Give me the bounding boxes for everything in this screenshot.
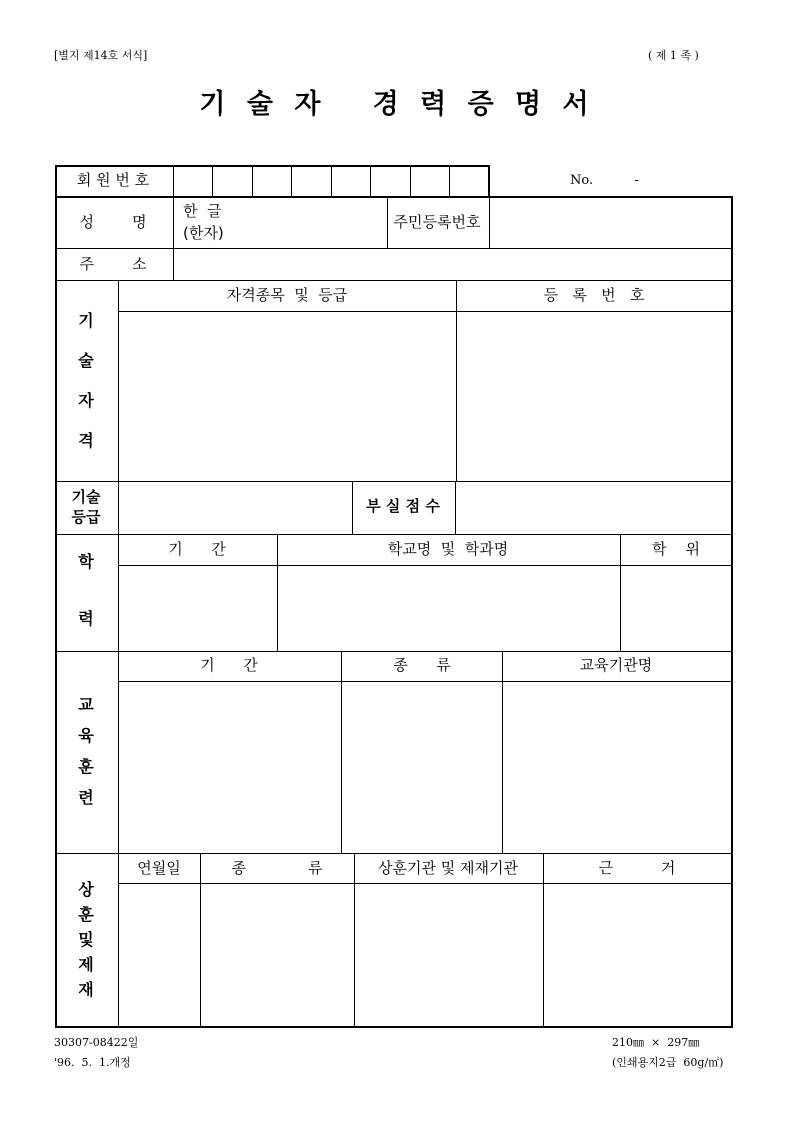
tech-grade-label-1: 기술 (71, 488, 101, 506)
hanja-label: (한자) (183, 224, 224, 242)
member-number-label: 회 원 번 호 (76, 171, 150, 189)
degree-header: 학 위 (651, 540, 701, 558)
name-label: 성 명 (79, 213, 147, 231)
award-type-header: 종 류 (231, 859, 323, 877)
hangul-label: 한 글 (183, 202, 222, 220)
document-title: 기 술 자 경 력 증 명 서 (199, 89, 595, 120)
paper-size: 210㎜ × 297㎜ (612, 1036, 700, 1049)
training-type-header: 종 류 (393, 656, 451, 674)
award-date-header: 연월일 (137, 859, 181, 877)
award-institution-header: 상훈기관 및 제재기관 (378, 859, 518, 877)
form-code: 30307-08422일 (54, 1036, 139, 1049)
training-institution-header: 교육기관명 (579, 656, 653, 674)
address-label: 주 소 (79, 255, 147, 273)
serial-no-label: No. - (570, 173, 639, 188)
award-basis-header: 근 거 (598, 859, 676, 877)
registration-number-header: 등 록 번 호 (543, 286, 645, 304)
form-number: [별지 제14호 서식] (54, 49, 148, 62)
education-period-header: 기 간 (168, 540, 226, 558)
training-period-header: 기 간 (200, 656, 258, 674)
tech-grade-label-2: 등급 (71, 508, 101, 526)
qualification-type-header: 자격종목 및 등급 (226, 286, 348, 304)
revision-date: '96. 5. 1.개정 (54, 1056, 131, 1069)
paper-spec: (인쇄용지2급 60g/㎡) (612, 1056, 724, 1069)
page-indicator: ( 제 1 족 ) (648, 49, 699, 62)
resident-id-label: 주민등록번호 (393, 213, 481, 231)
school-major-header: 학교명 및 학과명 (387, 540, 509, 558)
penalty-points-label: 부 실 점 수 (366, 497, 440, 515)
